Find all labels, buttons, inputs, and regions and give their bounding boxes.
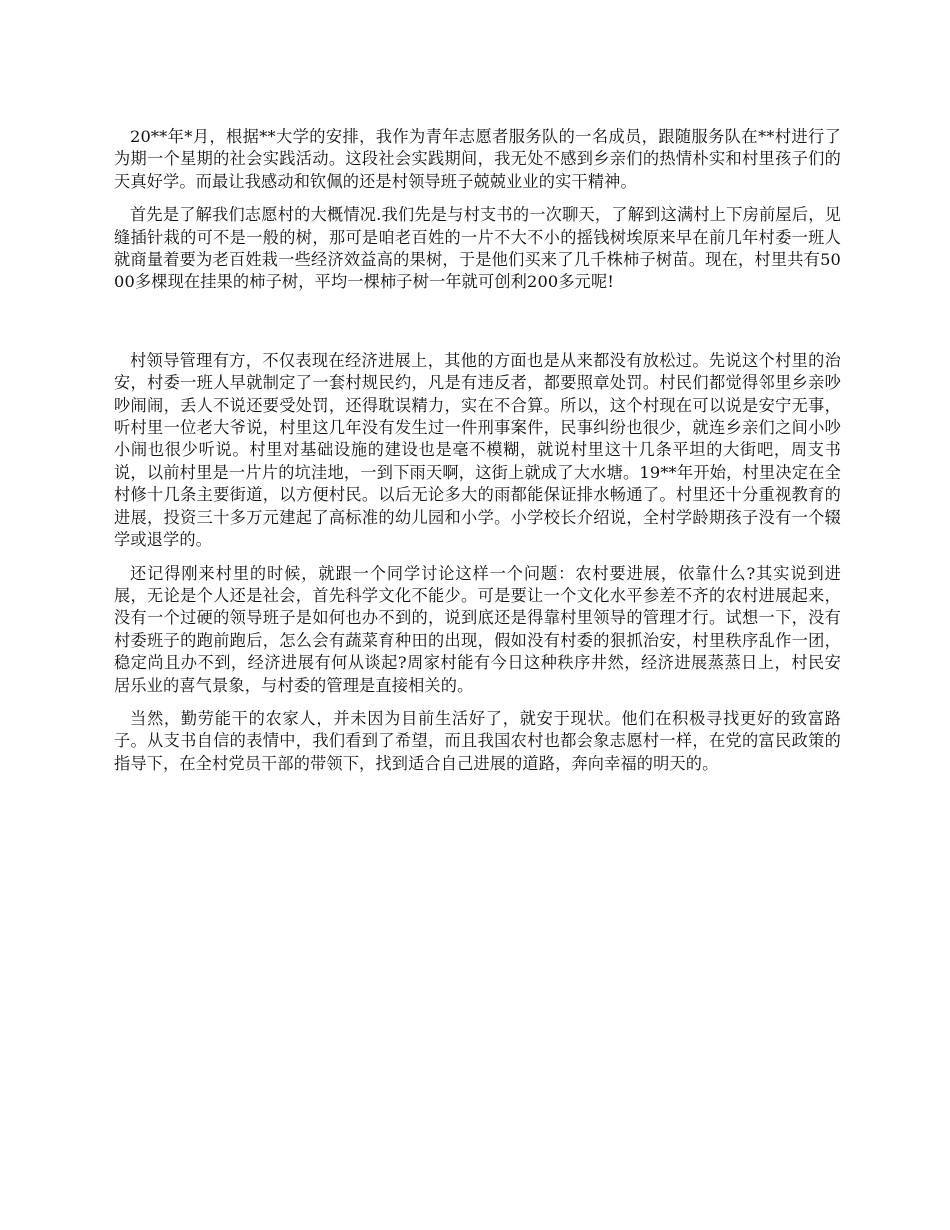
paragraph-reflection: 还记得刚来村里的时候，就跟一个同学讨论这样一个问题：农村要进展，依靠什么?其实说到进展，无论是个人还是社会，首先科学文化不能少。可是要让一个文化水平参差不齐的农村进展起来，没有一个过硬的领导班子是如何也办不到的，说到底还是得靠村里领导的管理才行。试想一下，没有村委班子的跑前跑后，怎么会有蔬菜育种田的出现，假如没有村委的狠抓治安，村里秩序乱作一团，稳定尚且办不到，经济进展有何从谈起?周家村能有今日这种秩序井然，经济进展蒸蒸日上，村民安居乐业的喜气景象，与村委的管理是直接相关的。 <box>114 563 841 695</box>
document-body <box>114 126 841 775</box>
paragraph-management: 村领导管理有方，不仅表现在经济进展上，其他的方面也是从来都没有放松过。先说这个村里的治安，村委一班人早就制定了一套村规民约，凡是有违反者，都要照章处罚。村民们都觉得邻里乡亲吵吵闹闹，丢人不说还要受处罚，还得耽误精力，实在不合算。所以，这个村现在可以说是安宁无事，听村里一位老大爷说，村里这几年没有发生过一件刑事案件，民事纠纷也很少，就连乡亲们之间小吵小闹也很少听说。村里对基础设施的建设也是毫不模糊，就说村里这十几条平坦的大街吧，周支书说，以前村里是一片片的坑洼地，一到下雨天啊，这街上就成了大水塘。19**年开始，村里决定在全村修十几条主要街道，以方便村民。以后无论多大的雨都能保证排水畅通了。村里还十分重视教育的进展，投资三十多万元建起了高标准的幼儿园和小学。小学校长介绍说，全村学龄期孩子没有一个辍学或退学的。 <box>114 350 841 550</box>
paragraph-intro: 20**年*月，根据**大学的安排，我作为青年志愿者服务队的一名成员，跟随服务队在**村进行了为期一个星期的社会实践活动。这段社会实践期间，我无处不感到乡亲们的热情朴实和村里孩子们的天真好学。而最让我感动和钦佩的还是村领导班子兢兢业业的实干精神。 <box>114 127 841 191</box>
paragraph-conclusion: 当然，勤劳能干的农家人，并未因为目前生活好了，就安于现状。他们在积极寻找更好的致富路子。从支书自信的表情中，我们看到了希望，而且我国农村也都会象志愿村一样，在党的富民政策的指导下，在全村党员干部的带领下，找到适合自己进展的道路，奔向幸福的明天的。 <box>114 708 841 773</box>
paragraph-village-overview: 首先是了解我们志愿村的大概情况.我们先是与村支书的一次聊天，了解到这满村上下房前屋后，见缝插针栽的可不是一般的树，那可是咱老百姓的一片不大不小的摇钱树埃原来早在前几年村委一班人就商量着要为老百姓栽一些经济效益高的果树，于是他们买来了几千株柿子树苗。现在，村里共有5000多棵现在挂果的柿子树，平均一棵柿子树一年就可创利200多元呢! <box>114 205 841 292</box>
